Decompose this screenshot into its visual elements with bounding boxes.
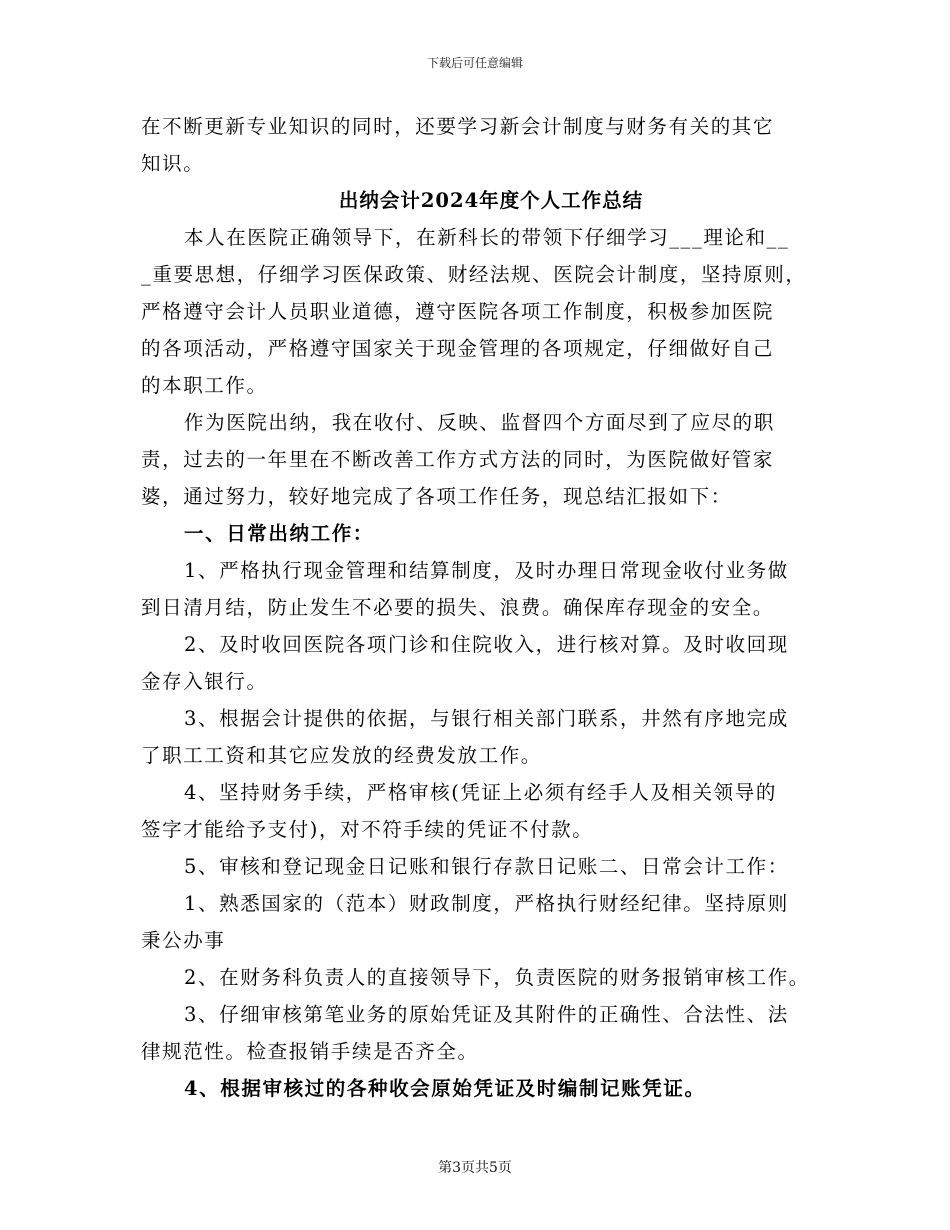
text-line: 金存入银行。 <box>141 670 268 693</box>
text-line: 2、及时收回医院各项门诊和住院收入，进行核对算。及时收回现 <box>184 633 789 656</box>
text-line-bold: 4、根据审核过的各种收会原始凭证及时编制记账凭证。 <box>184 1077 706 1100</box>
document-title: 出纳会计2024年度个人工作总结 <box>338 189 644 212</box>
text-line: 到日清月结，防止发生不必要的损失、浪费。确保库存现金的安全。 <box>141 596 775 619</box>
section-heading: 一、日常出纳工作： <box>184 522 374 545</box>
text-line: 2、在财务科负责人的直接领导下，负责医院的财务报销审核工作。 <box>184 966 810 989</box>
page-number-footer: 第3页共5页 <box>438 1160 512 1176</box>
text-line: 3、根据会计提供的依据，与银行相关部门联系，井然有序地完成 <box>184 707 789 730</box>
text-line: 律规范性。检查报销手续是否齐全。 <box>141 1040 479 1063</box>
text-line: 严格遵守会计人员职业道德，遵守医院各项工作制度，积极参加医院 <box>141 300 775 323</box>
text-line: 本人在医院正确领导下，在新科长的带领下仔细学习___理论和__ <box>184 226 790 249</box>
text-line: 作为医院出纳，我在收付、反映、监督四个方面尽到了应尽的职 <box>184 411 775 434</box>
text-line: _重要思想，仔细学习医保政策、财经法规、医院会计制度，坚持原则， <box>141 263 807 286</box>
text-line: 5、审核和登记现金日记账和银行存款日记账二、日常会计工作： <box>184 855 789 878</box>
text-line: 责，过去的一年里在不断改善工作方式方法的同时，为医院做好管家 <box>141 448 775 471</box>
text-line: 签字才能给予支付)，对不符手续的凭证不付款。 <box>141 818 594 841</box>
text-line: 3、仔细审核第笔业务的原始凭证及其附件的正确性、合法性、法 <box>184 1003 789 1026</box>
text-line: 4、坚持财务手续，严格审核(凭证上必须有经手人及相关领导的 <box>184 781 777 804</box>
text-line: 的各项活动，严格遵守国家关于现金管理的各项规定，仔细做好自己 <box>141 337 775 360</box>
text-line: 在不断更新专业知识的同时，还要学习新会计制度与财务有关的其它 <box>141 115 775 138</box>
text-line: 秉公办事 <box>141 929 226 952</box>
text-line: 婆，通过努力，较好地完成了各项工作任务，现总结汇报如下： <box>141 485 732 508</box>
text-line: 知识。 <box>141 152 205 175</box>
text-line: 1、熟悉国家的（范本）财政制度，严格执行财经纪律。坚持原则 <box>184 892 789 915</box>
text-line: 的本职工作。 <box>141 374 268 397</box>
text-line: 1、严格执行现金管理和结算制度，及时办理日常现金收付业务做 <box>184 559 789 582</box>
document-body <box>141 108 821 1107</box>
text-line: 了职工工资和其它应发放的经费发放工作。 <box>141 744 542 767</box>
page-header-note: 下载后可任意编辑 <box>426 56 523 70</box>
